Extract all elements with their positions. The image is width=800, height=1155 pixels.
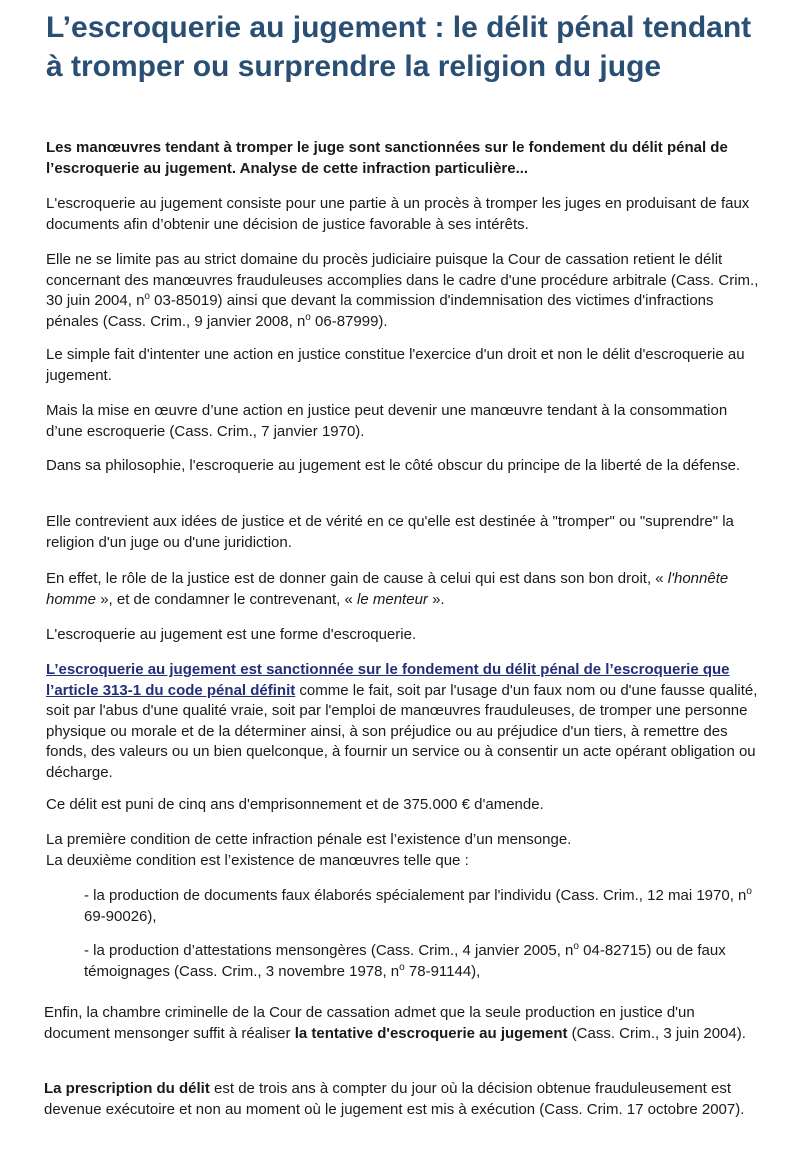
paragraph-right-to-sue: Le simple fait d'intenter une action en justice constitue l'exercice d'un droit et non le délit d'escroquerie au jugement. [46,346,745,384]
paragraph-form-of-fraud: L'escroquerie au jugement est une forme d'escroquerie. [46,626,417,643]
paragraph-definition: L'escroquerie au jugement consiste pour une partie à un procès à tromper les juges en produisant de faux documents afin d’obtenir une décision de justice favorable à ses intérêts. [46,195,750,233]
paragraph-action-maneuver: Mais la mise en œuvre d’une action en justice peut devenir une manœuvre tendant à la consommation d’une escroquerie (Cass. Crim., 7 janvier 1970). [46,402,728,440]
list-item-false-attestations: - la production d’attestations mensongères (Cass. Crim., 4 janvier 2005, $n^o$ 04-82715) ou de faux témoignages (Cass. Crim., 3 novembre 1978, $n^o$ 78-91144), [84,941,726,980]
article-lead: Les manœuvres tendant à tromper le juge sont sanctionnées sur le fondement du délit pénal de l’escroquerie au jugement. Analyse de cette infraction particulière... [46,139,728,177]
paragraph-penalty: Ce délit est puni de cinq ans d'emprisonnement et de 375.000 € d'amende. [46,796,544,813]
article-313-1-link[interactable]: L’escroquerie au jugement est sanctionnée sur le fondement du délit pénal de l’escroquerie que l’article 313-1 du code pénal définit [46,661,730,699]
paragraph-role-of-justice: En effet, le rôle de la justice est de donner gain de cause à celui qui est dans son bon droit, « l'honnête homme », et de condamner le contrevenant, « le menteur ». [46,570,729,608]
list-item-false-documents: - la production de documents faux élaborés spécialement par l'individu (Cass. Crim., 12 mai 1970, $n^o$ 69-90026), [84,886,752,925]
paragraph-first-condition: La première condition de cette infraction pénale est l’existence d’un mensonge. [46,831,572,848]
paragraph-scope: Elle ne se limite pas au strict domaine du procès judiciaire puisque la Cour de cassation retient le délit concernant des manœuvres frauduleuses accomplies dans le cadre d'une procédure arbitrale (Cass. Crim., 30 juin 2004, $n^o$ 03-85019) ainsi que devant la commission d'indemnisation des victimes d'infractions pénales (Cass. Crim., 9 janvier 2008, $n^o$ 06-87999). [46,251,759,330]
paragraph-attempt: Enfin, la chambre criminelle de la Cour de cassation admet que la seule production en justice d'un document mensonger suffit à réaliser la tentative d'escroquerie au jugement (Cass. Crim., 3 juin 2004). [44,1004,746,1042]
paragraph-second-condition: La deuxième condition est l’existence de manœuvres telle que : [46,852,469,869]
paragraph-prescription: La prescription du délit est de trois ans à compter du jour où la décision obtenue frauduleusement est devenue exécutoire et non au moment où le jugement est mis à exécution (Cass. Crim. 17 octobre 2007). [44,1080,745,1118]
paragraph-contravenes: Elle contrevient aux idées de justice et de vérité en ce qu'elle est destinée à "tromper" ou "suprendre" la religion d'un juge ou d'une juridiction. [46,513,734,551]
article-title: L’escroquerie au jugement : le délit pénal tendant à tromper ou surprendre la religion du juge [46,11,752,83]
paragraph-article-313-1: L’escroquerie au jugement est sanctionnée sur le fondement du délit pénal de l’escroquerie que l’article 313-1 du code pénal définit comme le fait, soit par l'usage d'un faux nom ou d'une fausse qualité, soit par l'abus d'une qualité vraie, soit par l'emploi de manœuvres frauduleuses, de tromper une personne physique ou morale et de la déterminer ainsi, à son préjudice ou au préjudice d'un tiers, à remettre des fonds, des valeurs ou un bien quelconque, à fournir un service ou à consentir un acte opérant obligation ou décharge. [46,661,758,781]
paragraph-philosophy: Dans sa philosophie, l'escroquerie au jugement est le côté obscur du principe de la liberté de la défense. [46,457,741,474]
